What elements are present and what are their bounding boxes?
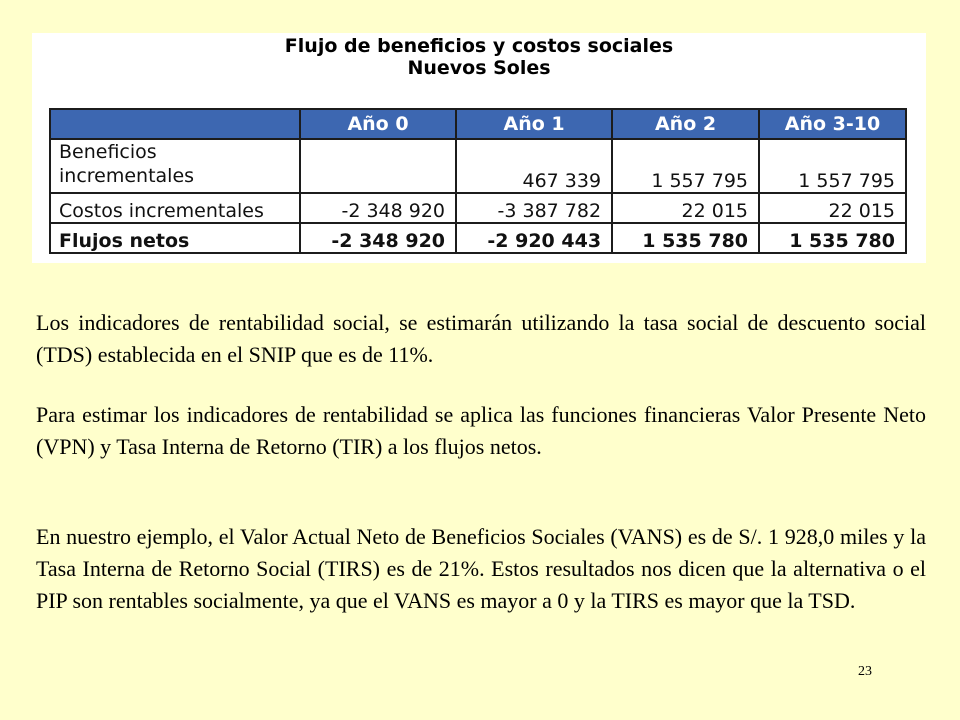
paragraph-results: En nuestro ejemplo, el Valor Actual Neto de Beneficios Sociales (VANS) es de S/. 1 928,0 miles y la Tasa Interna de Retorno Social (TIRS) es de 21%. Estos resultados nos dicen que la alternativa o el PIP son rentables socialmente, ya que el VANS es mayor a 0 y la TIRS es mayor que la TSD.	[36, 524, 926, 613]
row-label: Beneficios incrementales	[50, 139, 300, 193]
table-title-line1: Flujo de beneficios y costos sociales	[284, 35, 674, 57]
table-cell: 1 535 780	[612, 223, 759, 253]
column-header-year-3-10: Año 3-10	[759, 109, 906, 139]
table-cell: 1 557 795	[612, 139, 759, 193]
table-cell: -2 920 443	[456, 223, 612, 253]
table-cell: 467 339	[456, 139, 612, 193]
table-row-total	[50, 223, 906, 253]
table-title-line2: Nuevos Soles	[407, 57, 551, 79]
paragraph-indicators: Para estimar los indicadores de rentabilidad se aplica las funciones financieras Valor Presente Neto (VPN) y Tasa Interna de Retorno (TIR) a los flujos netos.	[36, 402, 926, 459]
table-cell: -2 348 920	[300, 223, 456, 253]
paragraph-tds: Los indicadores de rentabilidad social, se estimarán utilizando la tasa social de descuento social (TDS) establecida en el SNIP que es de 11%.	[36, 310, 926, 367]
table-cell: -3 387 782	[456, 193, 612, 223]
column-header-empty	[50, 109, 300, 139]
row-label: Costos incrementales	[50, 193, 300, 223]
table-header-row	[50, 109, 906, 139]
table-cell: 22 015	[612, 193, 759, 223]
flows-table	[49, 108, 907, 254]
page-number: 23	[858, 664, 872, 679]
table-cell: -2 348 920	[300, 193, 456, 223]
column-header-year-2: Año 2	[612, 109, 759, 139]
table-cell: 22 015	[759, 193, 906, 223]
table-cell: 1 535 780	[759, 223, 906, 253]
table-panel	[32, 33, 926, 263]
table-row	[50, 139, 906, 193]
row-label: Flujos netos	[50, 223, 300, 253]
table-cell	[300, 139, 456, 193]
table-title	[32, 35, 926, 79]
column-header-year-1: Año 1	[456, 109, 612, 139]
column-header-year-0: Año 0	[300, 109, 456, 139]
table-row	[50, 193, 906, 223]
table-cell: 1 557 795	[759, 139, 906, 193]
